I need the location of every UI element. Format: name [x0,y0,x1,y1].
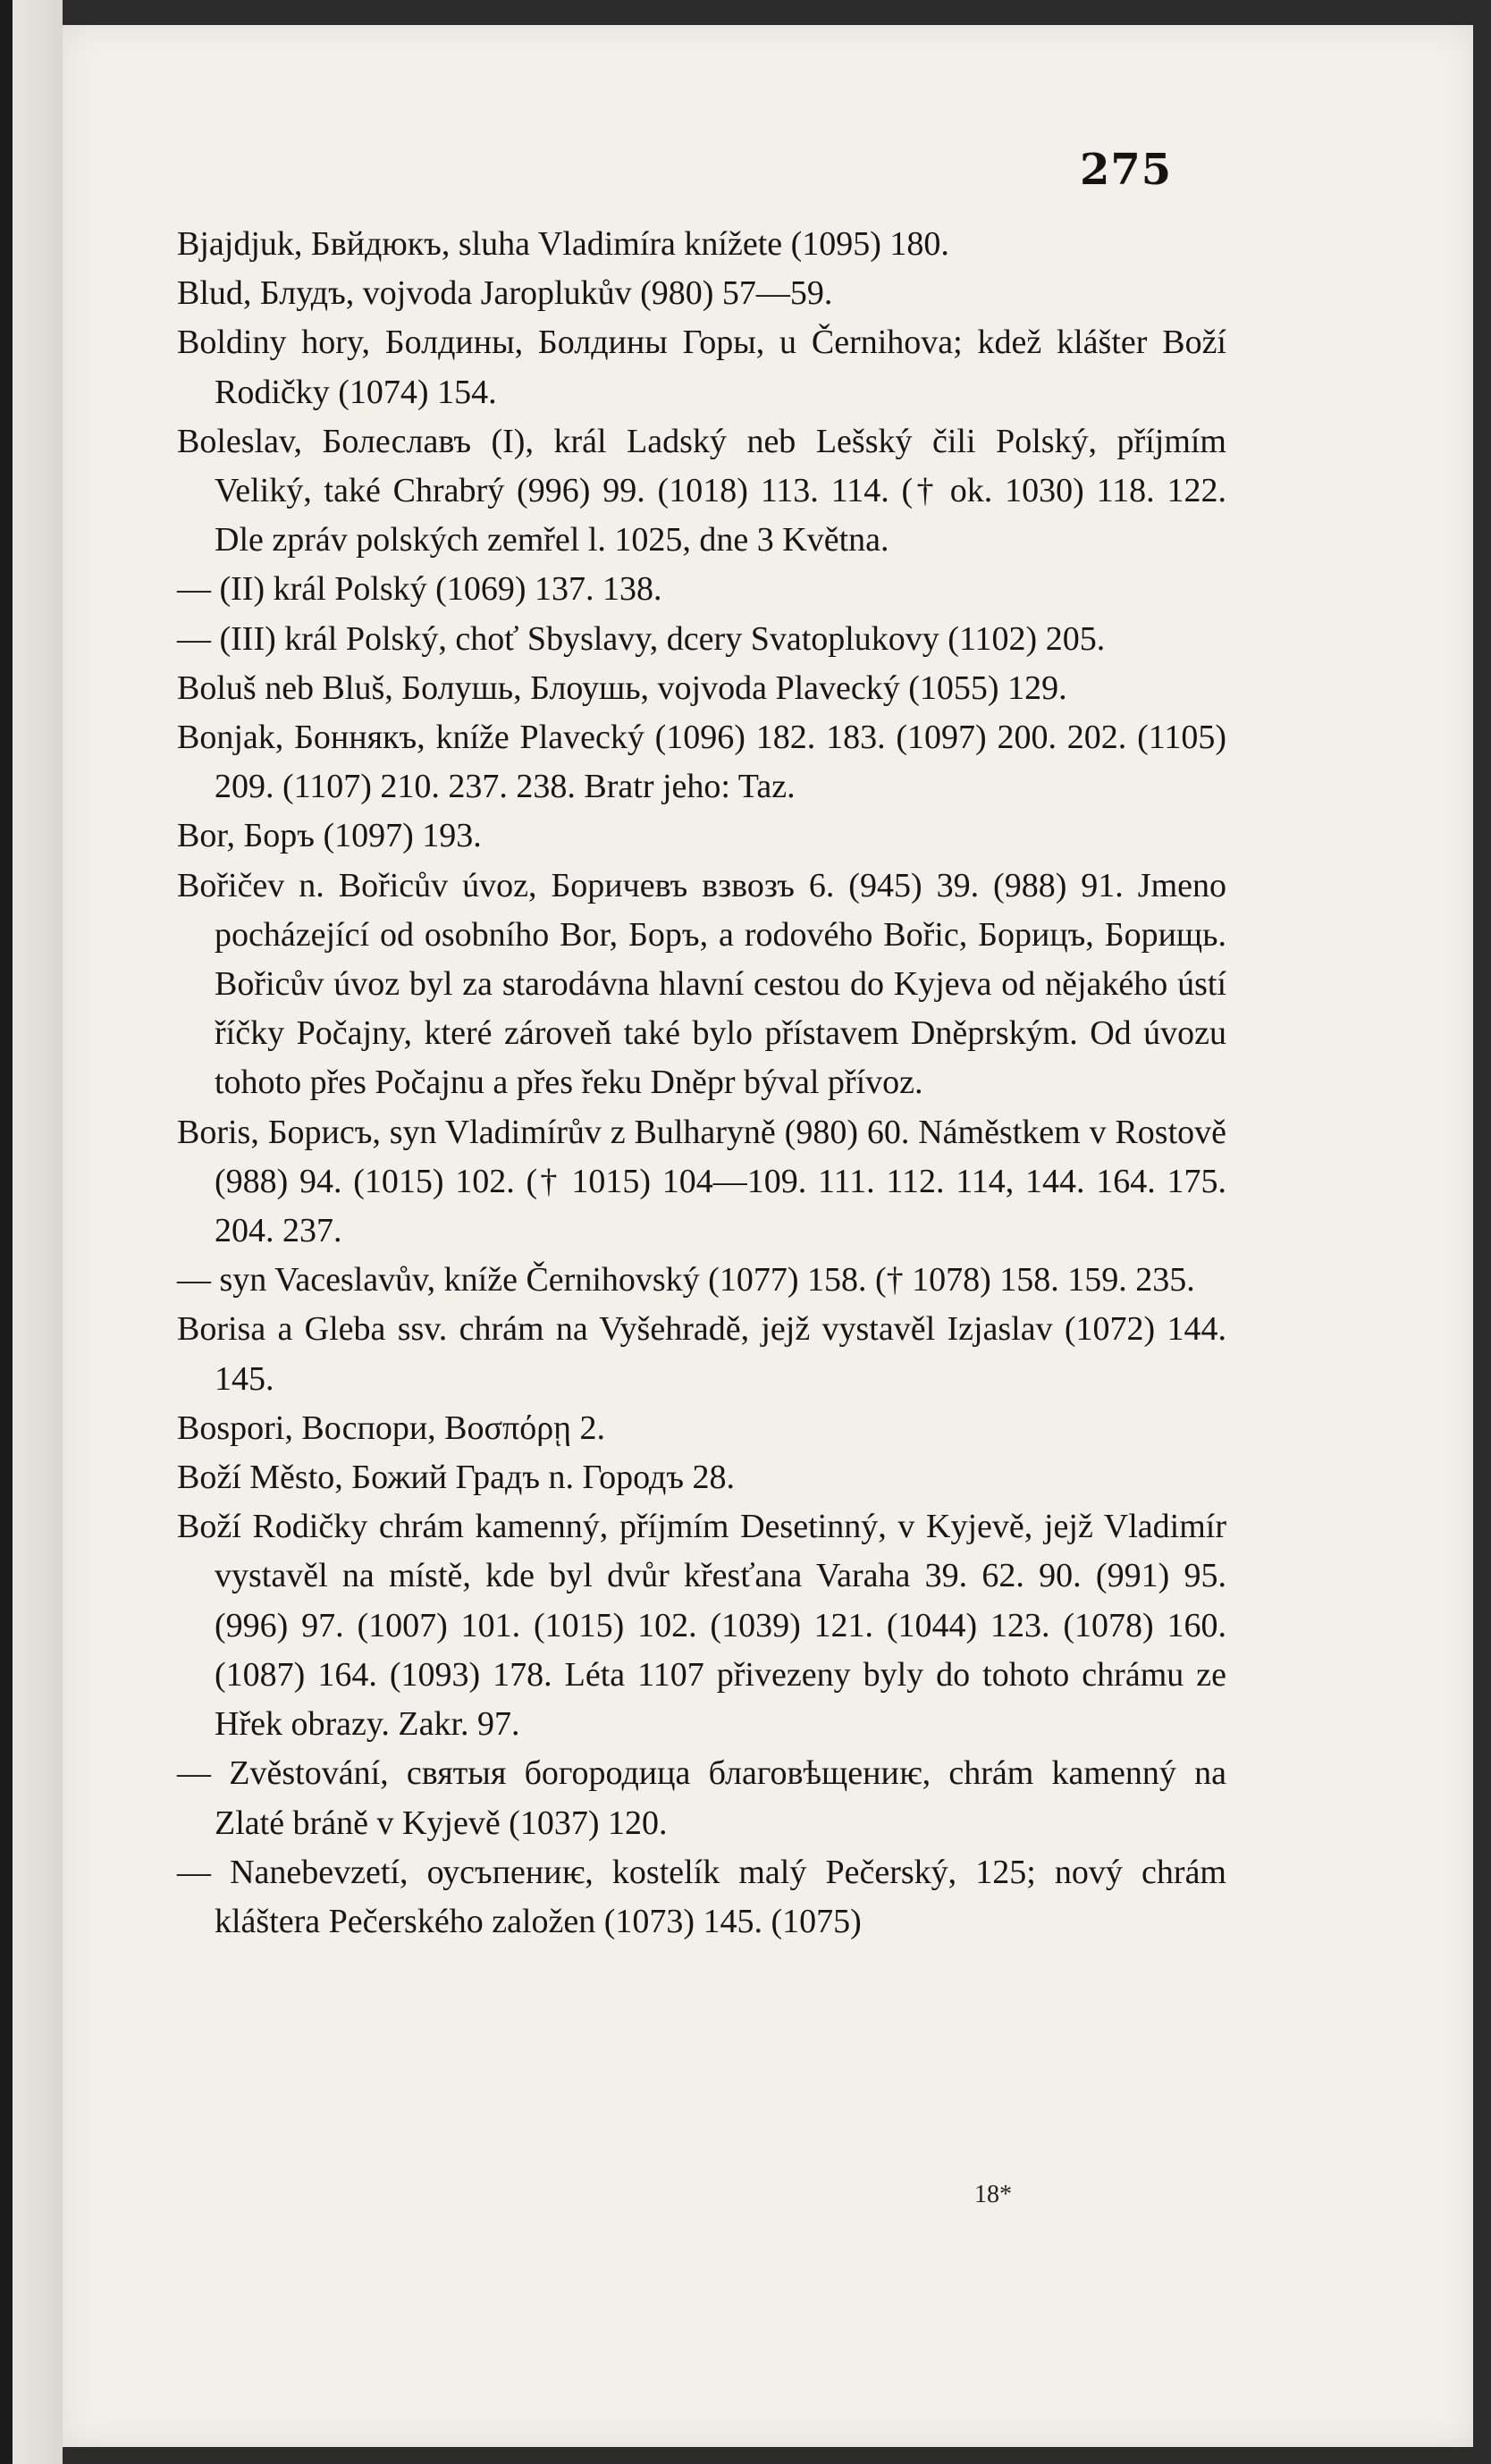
index-entry: — Nanebevzetí, оусъпениѥ, kostelík malý Pečerský, 125; nový chrám kláštera Pečerského založen (1073) 145. (1075) [177,1853,1226,1940]
index-entry: Bonjak, Боннякъ, kníže Plavecký (1096) 182. 183. (1097) 200. 202. (1105) 209. (1107) 210. 237. 238. Bratr jeho: Taz. [177,719,1226,806]
page-gutter [0,0,63,2464]
index-entry: Boleslav, Болеславъ (I), král Ladský neb Lešský čili Polský, příjmím Veliký, také Chrabrý (996) 99. (1018) 113. 114. († ok. 1030) 118. 122. Dle zpráv polských zemřel l. 1025, dne 3 Května. [177,422,1226,559]
index-entry: Borisa a Gleba ssv. chrám na Vyšehradě, jejž vystavěl Izjaslav (1072) 144. 145. [177,1310,1226,1398]
index-entry: Bospori, Воспори, Βοσπόρῃ 2. [177,1409,606,1447]
index-entries [177,220,1226,1947]
index-entry: — (III) král Polský, choť Sbyslavy, dcery Svatoplukovy (1102) 205. [177,619,1106,658]
index-entry: Boží Rodičky chrám kamenný, příjmím Desetinný, v Kyjevě, jejž Vladimír vystavěl na místě, kde byl dvůr křesťana Varaha 39. 62. 90. (991) 95. (996) 97. (1007) 101. (1015) 102. (1039) 121. (1044) 123. (1078) 160. (1087) 164. (1093) 178. Léta 1107 přivezeny byly do tohoto chrámu ze Hřek obrazy. Zakr. 97. [177,1508,1226,1744]
index-entry: — Zvěstování, святыя богородица благовѣщениѥ, chrám kamenný na Zlaté bráně v Kyjevě (1037) 120. [177,1754,1226,1842]
page-number: 275 [1080,145,1173,195]
index-entry: Boluš neb Bluš, Болушь, Блоушь, vojvoda Plavecký (1055) 129. [177,669,1067,707]
index-entry: Boldiny hory, Болдины, Болдины Горы, u Černihova; kdež klášter Boží Rodičky (1074) 154. [177,324,1226,411]
index-entry: — syn Vaceslavův, kníže Černihovský (1077) 158. († 1078) 158. 159. 235. [177,1261,1195,1299]
index-entry: Boží Město, Божий Градъ n. Городъ 28. [177,1459,736,1497]
index-entry: — (II) král Polský (1069) 137. 138. [177,570,662,609]
index-entry: Bor, Боръ (1097) 193. [177,817,482,855]
index-entry: Boris, Борисъ, syn Vladimírův z Bulharyně (980) 60. Náměstkem v Rostově (988) 94. (1015) 102. († 1015) 104—109. 111. 112. 114, 144. 164. 175. 204. 237. [177,1113,1226,1250]
index-entry: Bořičev n. Bořicův úvoz, Боричевъ взвозъ 6. (945) 39. (988) 91. Jmeno pocházející od osobního Bor, Боръ, a rodového Bořic, Борицъ, Борищь. Bořicův úvoz byl za starodávna hlavní cestou do Kyjeva od nějakého ústí říčky Počajny, které zároveň také bylo přístavem Dněprským. Od úvozu tohoto přes Počajnu a přes řeku Dněpr býval přívoz. [177,866,1226,1102]
index-entry: Blud, Блудъ, vojvoda Jaroplukův (980) 57—59. [177,274,833,313]
signature-mark: 18* [974,2181,1012,2208]
index-entry: Bjajdjuk, Бвйдюкъ, sluha Vladimíra knížete (1095) 180. [177,225,949,263]
